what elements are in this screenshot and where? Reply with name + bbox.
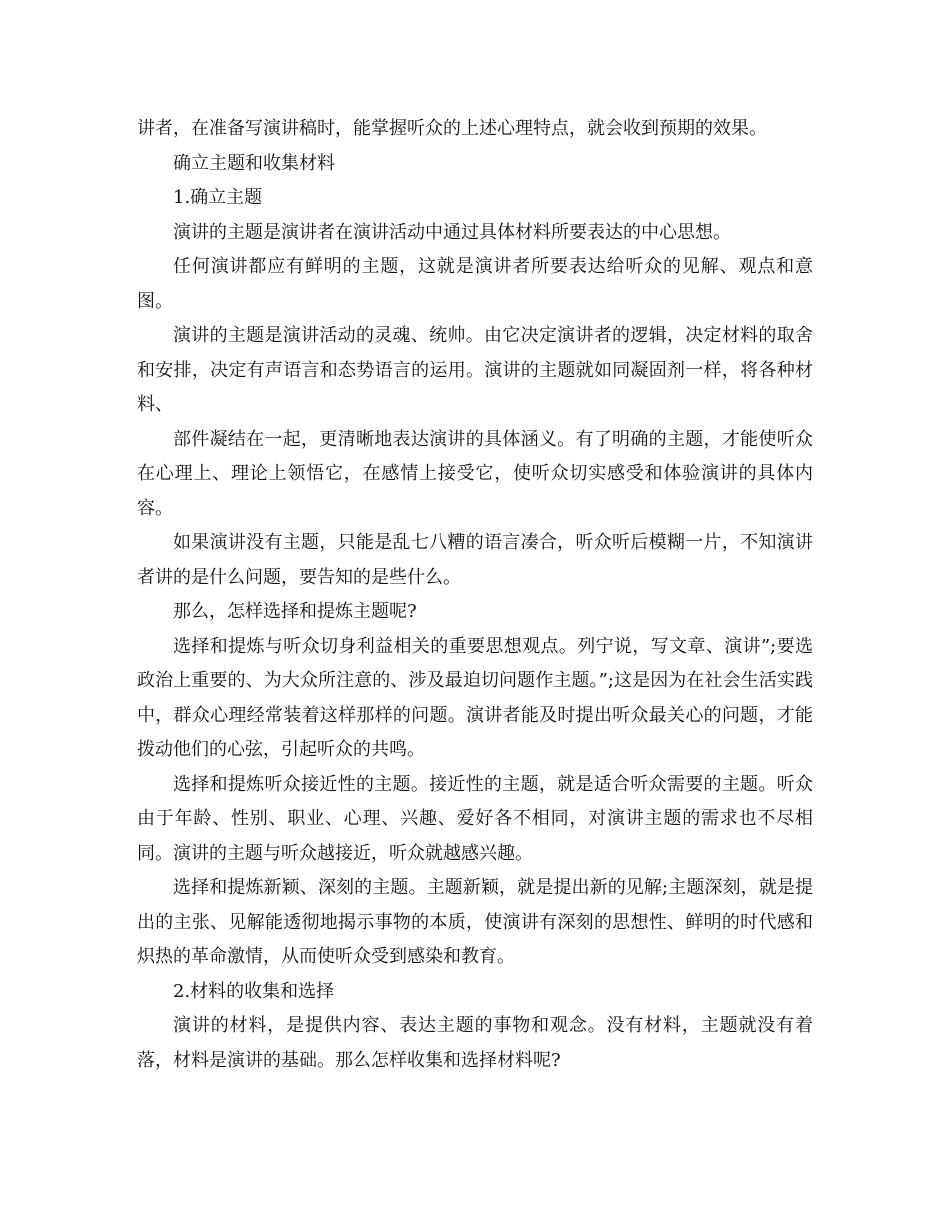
paragraph-no-theme: 如果演讲没有主题，只能是乱七八糟的语言凑合，听众听后模糊一片，不知演讲者讲的是什么问题，要告知的是些什么。: [137, 532, 813, 588]
subsection-heading-1: 1.确立主题: [173, 187, 263, 208]
paragraph-materials: 演讲的材料，是提供内容、表达主题的事物和观念。没有材料，主题就没有着落，材料是演讲的基础。那么怎样收集和选择材料呢?: [137, 1015, 813, 1071]
document-page: [137, 112, 813, 1078]
paragraph-continuation: 讲者，在准备写演讲稿时，能掌握听众的上述心理特点，就会收到预期的效果。: [137, 118, 767, 139]
paragraph-question: 那么，怎样选择和提炼主题呢?: [173, 601, 417, 622]
paragraph-theme-cohesion: 部件凝结在一起，更清晰地表达演讲的具体涵义。有了明确的主题，才能使听众在心理上、理论上领悟它，在感情上接受它，使听众切实感受和体验演讲的具体内容。: [137, 428, 813, 519]
paragraph-novelty: 选择和提炼新颖、深刻的主题。主题新颖，就是提出新的见解;主题深刻，就是提出的主张、见解能透彻地揭示事物的本质，使演讲有深刻的思想性、鲜明的时代感和炽热的革命激情，从而使听众受到感染和教育。: [137, 877, 813, 967]
paragraph-theme-definition: 演讲的主题是演讲者在演讲活动中通过具体材料所要表达的中心思想。: [173, 221, 731, 243]
paragraph-relevance: 选择和提炼与听众切身利益相关的重要思想观点。列宁说，写文章、演讲”;要选政治上重要的、为大众所注意的、涉及最迫切问题作主题。”;这是因为在社会生活实践中，群众心理经常装着这样那样的问题。演讲者能及时提出听众最关心的问题，才能拨动他们的心弦，引起听众的共鸣。: [137, 635, 813, 760]
paragraph-theme-clarity: 任何演讲都应有鲜明的主题，这就是演讲者所要表达给听众的见解、观点和意图。: [137, 256, 813, 312]
paragraph-proximity: 选择和提炼听众接近性的主题。接近性的主题，就是适合听众需要的主题。听众由于年龄、性别、职业、心理、兴趣、爱好各不相同，对演讲主题的需求也不尽相同。演讲的主题与听众越接近，听众就越感兴趣。: [137, 773, 813, 864]
paragraph-theme-soul: 演讲的主题是演讲活动的灵魂、统帅。由它决定演讲者的逻辑，决定材料的取舍和安排，决定有声语言和态势语言的运用。演讲的主题就如同凝固剂一样，将各种材料、: [137, 325, 813, 415]
section-heading: 确立主题和收集材料: [173, 152, 335, 174]
subsection-heading-2: 2.材料的收集和选择: [173, 980, 335, 1002]
